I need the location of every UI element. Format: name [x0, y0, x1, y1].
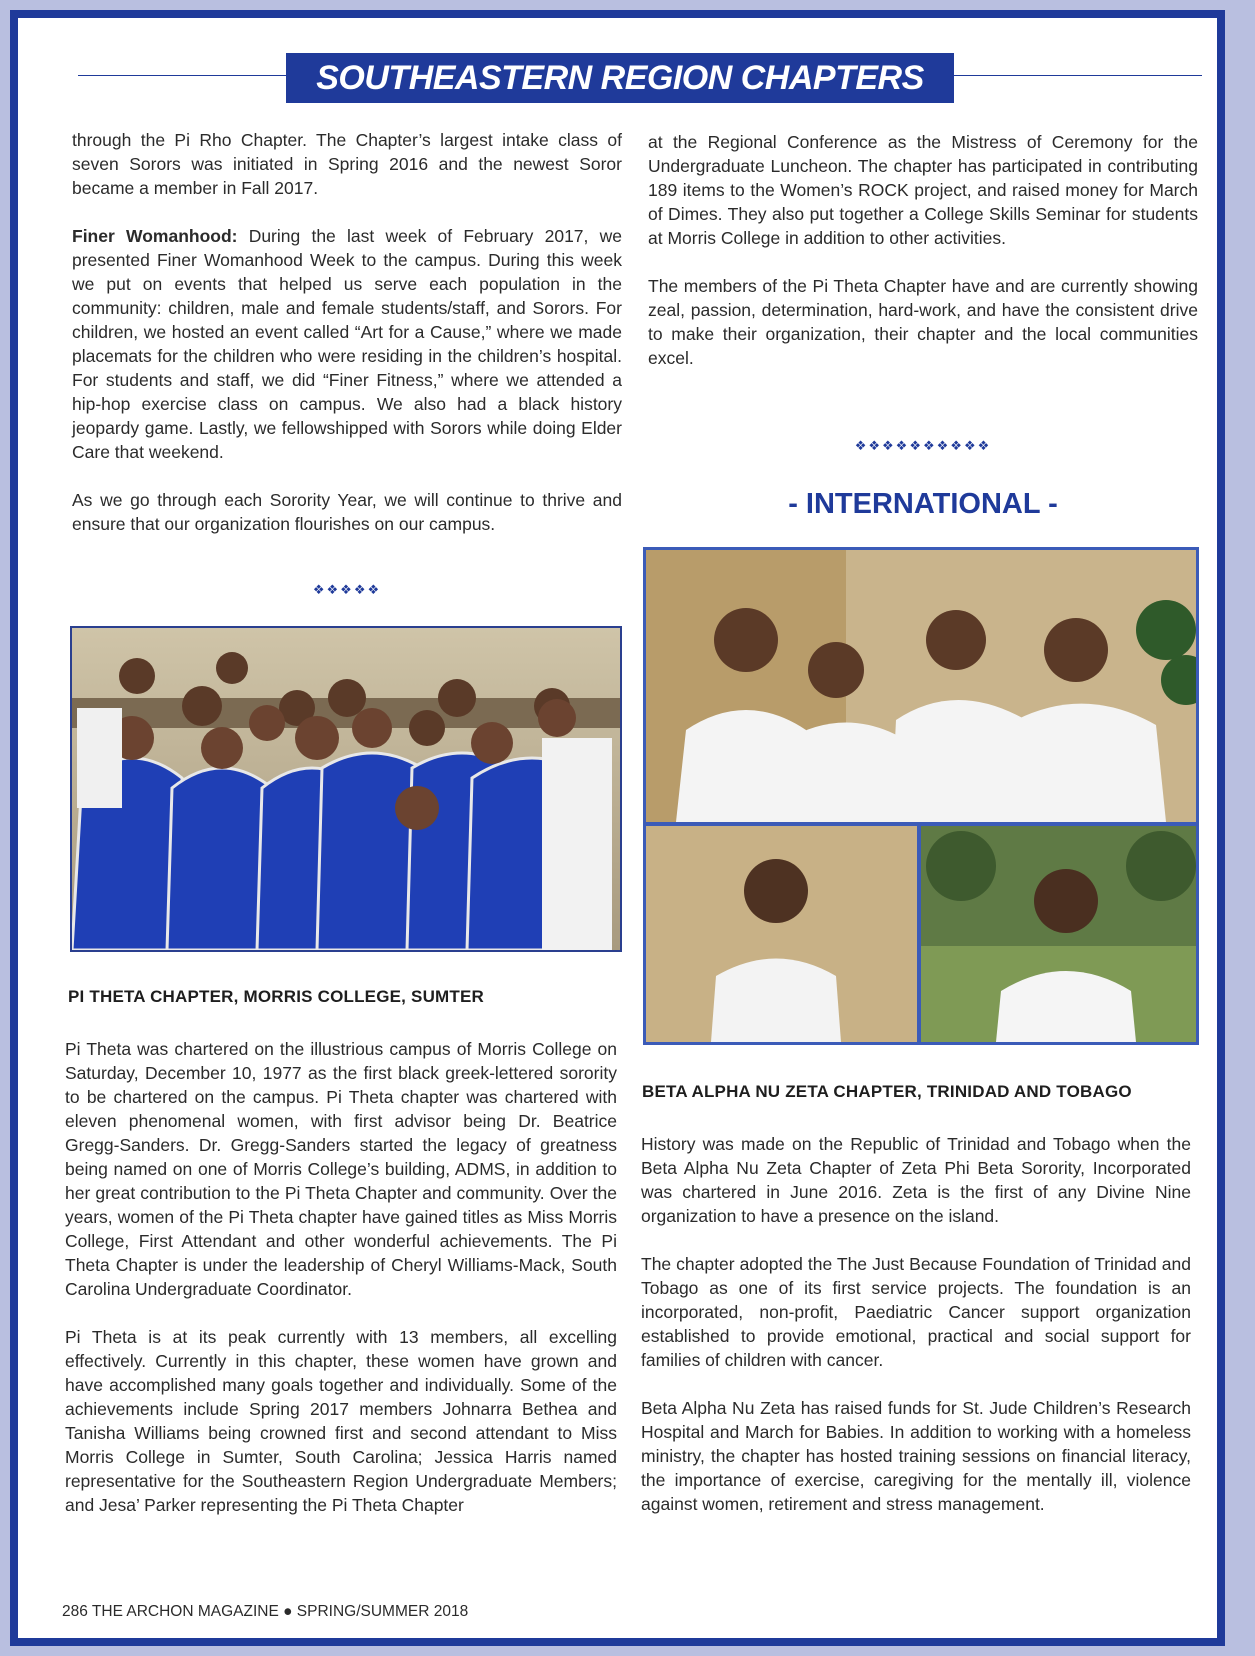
header-rule-left [78, 75, 288, 76]
right-paragraph-1: at the Regional Conference as the Mistress of Ceremony for the Undergraduate Luncheon. The chapter has participated in contributing 189 items to the Women’s ROCK project, and raised money for March of Dimes. They also put together a College Skills Seminar for students at Morris College in addition to other activities. [648, 132, 1198, 248]
beta-paragraph-2: The chapter adopted the The Just Because Foundation of Trinidad and Tobago as one of its first service projects. The foundation is an incorporated, non-profit, Paediatric Cancer support organization established to provide emotional, practical and social support for families of children with cancer. [641, 1254, 1191, 1370]
pi-theta-subhead: PI THETA CHAPTER, MORRIS COLLEGE, SUMTER [68, 987, 485, 1006]
international-heading: - INTERNATIONAL - [788, 488, 1058, 520]
left-column-bottom [65, 1037, 617, 1517]
left-column-top [72, 128, 622, 536]
pi-theta-paragraph-2: Pi Theta is at its peak currently with 13 members, all excelling effectively. Currently in this chapter, these women have grown and have accomplished many goals together and individually. Some of the achievements include Spring 2017 members Johnarra Bethea and Tanisha Williams being crowned first and second attendant to Miss Morris College in Sumter, South Carolina; Jessica Harris named representative for the Southeastern Region Undergraduate Members; and Jesa’ Parker representing the Pi Theta Chapter [65, 1327, 617, 1515]
collage-bottom-right-photo [921, 826, 1196, 1042]
right-paragraph-2: The members of the Pi Theta Chapter have and are currently showing zeal, passion, determination, hard-work, and have the consistent drive to make their organization, their chapter and the local communities excel. [648, 276, 1198, 368]
section-title: SOUTHEASTERN REGION CHAPTERS [286, 53, 954, 103]
beta-alpha-nu-zeta-collage [643, 547, 1199, 1045]
right-divider: ❖❖❖❖❖❖❖❖❖❖ [854, 438, 992, 453]
right-column-bottom [641, 1132, 1191, 1516]
issue-name: SPRING/SUMMER 2018 [296, 1603, 469, 1620]
page-number: 286 [62, 1603, 88, 1620]
left-paragraph-2 [72, 224, 622, 464]
pi-theta-group-photo [70, 626, 622, 952]
beta-paragraph-1: History was made on the Republic of Trinidad and Tobago when the Beta Alpha Nu Zeta Chapter of Zeta Phi Beta Sorority, Incorporated was chartered in June 2016. Zeta is the first of any Divine Nine organization to have a presence on the island. [641, 1134, 1191, 1226]
page-footer [62, 1603, 468, 1621]
collage-top-photo [646, 550, 1196, 822]
finer-womanhood-lead: Finer Womanhood: [72, 226, 238, 246]
collage-bottom-left-photo [646, 826, 917, 1042]
left-paragraph-3: As we go through each Sorority Year, we will continue to thrive and ensure that our organization flourishes on our campus. [72, 490, 622, 534]
beta-paragraph-3: Beta Alpha Nu Zeta has raised funds for St. Jude Children’s Research Hospital and March for Babies. In addition to working with a homeless ministry, the chapter has hosted training sessions on financial literacy, the importance of exercise, caregiving for the mentally ill, violence against women, retirement and stress management. [641, 1398, 1191, 1514]
left-paragraph-1: through the Pi Rho Chapter. The Chapter’s largest intake class of seven Sorors was initiated in Spring 2016 and the newest Soror became a member in Fall 2017. [72, 130, 622, 198]
finer-womanhood-text: During the last week of February 2017, we presented Finer Womanhood Week to the campus. During this week we put on events that helped us serve each population in the community: children, male and female students/staff, and Sorors. For children, we hosted an event called “Art for a Cause,” where we made placemats for the children who were residing in the children’s hospital. For students and staff, we did “Finer Fitness,” where we attended a hip-hop exercise class on campus. We also had a black history jeopardy game. Lastly, we fellowshipped with Sorors while doing Elder Care that weekend. [72, 226, 622, 462]
beta-alpha-nu-zeta-subhead: BETA ALPHA NU ZETA CHAPTER, TRINIDAD AND TOBAGO [642, 1082, 1132, 1101]
footer-bullet: ● [283, 1603, 293, 1620]
magazine-name: THE ARCHON MAGAZINE [91, 1603, 279, 1620]
right-column-top [648, 130, 1198, 370]
left-divider: ❖❖❖❖❖ [312, 582, 382, 597]
group-photo-illustration [72, 628, 620, 950]
pi-theta-paragraph-1: Pi Theta was chartered on the illustrious campus of Morris College on Saturday, December 10, 1977 as the first black greek-lettered sorority to be chartered on the campus. Pi Theta chapter was chartered with eleven phenomenal women, with first advisor being Dr. Beatrice Gregg-Sanders. Dr. Gregg-Sanders started the legacy of greatness being named on one of Morris College’s building, ADMS, in addition to her great contribution to the Pi Theta Chapter and community. Over the years, women of the Pi Theta chapter have gained titles as Miss Morris College, First Attendant and other wonderful achievements. The Pi Theta Chapter is under the leadership of Cheryl Williams-Mack, South Carolina Undergraduate Coordinator. [65, 1039, 617, 1299]
header-rule-right [952, 75, 1202, 76]
